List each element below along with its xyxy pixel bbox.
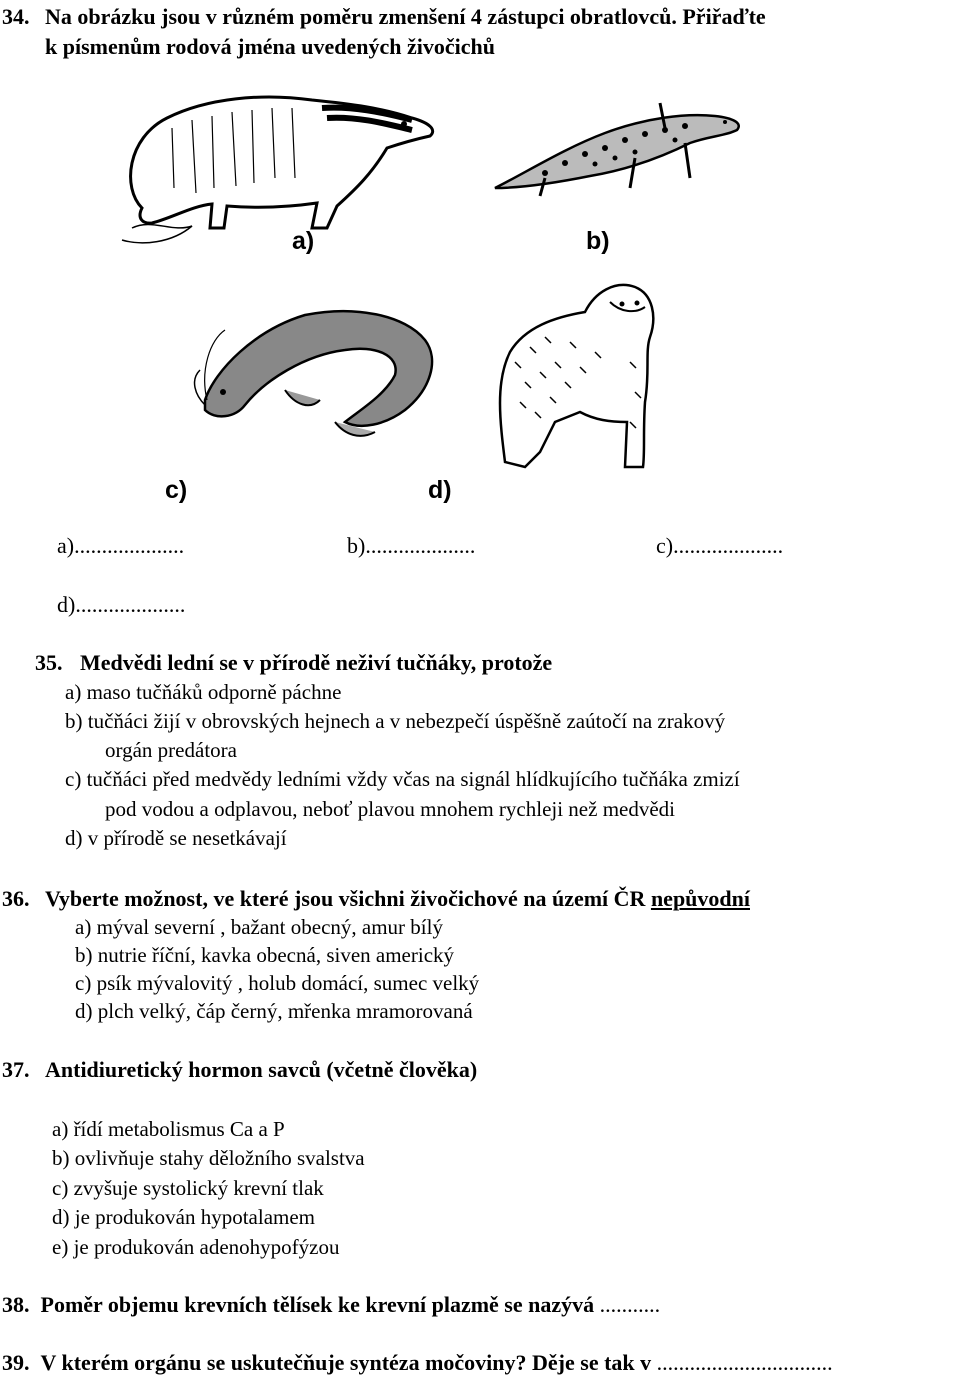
figure-label-c: c) [165,476,188,504]
q37-question: Antidiuretický hormon savců (včetně člověka) [45,1057,478,1082]
q36-option-d: d) plch velký, čáp černý, mřenka mramorovaná [75,999,473,1023]
q39-question: V kterém orgánu se uskutečňuje syntéza močoviny? Děje se tak v [40,1350,652,1375]
q39-blank[interactable]: ................................ [656,1350,833,1375]
figure-label-d: d) [428,476,452,504]
q39-number: 39. [2,1350,30,1375]
q35-option-d: d) v přírodě se nesetkávají [65,826,287,850]
q35-option-b-cont: orgán predátora [105,738,237,762]
q37-option-e: e) je produkován adenohypofýzou [52,1235,340,1259]
q36-emphasis: nepůvodní [650,886,750,911]
q38-line [2,1292,660,1318]
q36-question [45,886,750,912]
gorilla-icon [485,272,665,472]
q35-option-a: a) maso tučňáků odporně páchne [65,680,342,704]
q37-option-d: d) je produkován hypotalamem [52,1205,316,1229]
newt-icon [485,88,745,198]
q36-question-text: Vyberte možnost, ve které jsou všichni živočichové na území ČR [45,886,646,911]
q35-number: 35. [35,650,63,675]
q34-text-line2: k písmenům rodová jména uvedených živočichů [45,34,496,59]
answer-b: b).................... [347,533,476,558]
q37-number: 37. [2,1057,30,1082]
q37-option-c: c) zvyšuje systolický krevní tlak [52,1176,324,1200]
q38-blank[interactable]: ........... [599,1292,661,1317]
answer-d: d).................... [57,592,186,617]
q37-option-a: a) řídí metabolismus Ca a P [52,1117,285,1141]
q38-question: Poměr objemu krevních tělísek ke krevní plazmě se nazývá [40,1292,595,1317]
figure-label-b: b) [586,227,610,255]
q39-line [2,1350,833,1376]
q35-option-c-cont: pod vodou a odplavou, neboť plavou mnohem rychleji než medvědi [105,797,676,821]
q34-text-line1: Na obrázku jsou v různém poměru zmenšení 4 zástupci obratlovců. Přiřaďte [45,4,766,29]
q36-option-c: c) psík mývalovitý , holub domácí, sumec velký [75,971,480,995]
q35-option-c: c) tučňáci před medvědy ledními vždy včas na signál hlídkujícího tučňáka zmizí [65,767,740,791]
q34-number: 34. [2,4,30,29]
answer-a: a).................... [57,533,185,558]
figure-label-a: a) [292,227,315,255]
catfish-icon [185,300,435,450]
q35-question: Medvědi lední se v přírodě neživí tučňáky, protože [80,650,553,675]
q36-number: 36. [2,886,30,911]
q35-option-b: b) tučňáci žijí v obrovských hejnech a v nebezpečí úspěšně zaútočí na zrakový [65,709,726,733]
q37-option-b: b) ovlivňuje stahy děložního svalstva [52,1146,365,1170]
q36-option-a: a) mýval severní , bažant obecný, amur bílý [75,915,443,939]
badger-icon [112,78,452,248]
q36-option-b: b) nutrie říční, kavka obecná, siven americký [75,943,455,967]
answer-c: c).................... [656,533,784,558]
q38-number: 38. [2,1292,30,1317]
